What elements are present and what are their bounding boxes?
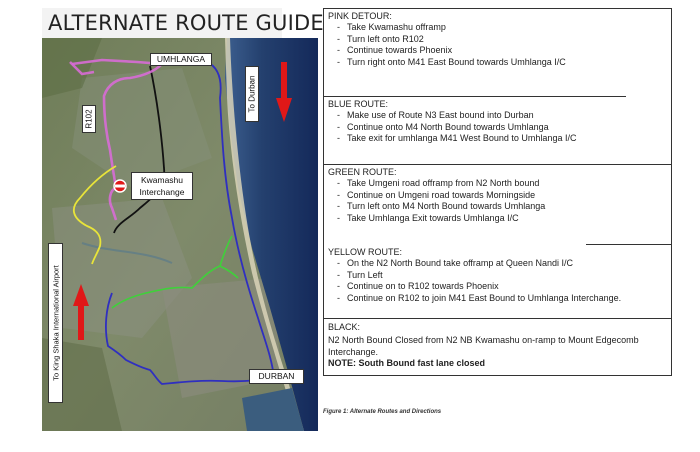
pink-step: - Take Kwamashu offramp [328,22,667,34]
pink-step: - Continue towards Phoenix [328,45,667,57]
black-section [328,322,667,370]
green-step: - Continue on Umgeni road towards Morningside [328,190,667,202]
yellow-step: - Continue on to R102 towards Phoenix [328,281,667,293]
blue-step: - Take exit for umhlanga M41 West Bound to Umhlanga I/C [328,133,667,145]
route-map[interactable] [42,38,318,431]
green-route-section [328,167,667,224]
pink-step: - Turn left onto R102 [328,34,667,46]
black-heading: BLACK: [328,322,361,332]
section-divider [586,244,671,245]
pink-step: - Turn right onto M41 East Bound towards Umhlanga I/C [328,57,667,69]
label-r102: R102 [82,105,96,133]
yellow-step: - Continue on R102 to join M41 East Bound to Umhlanga Interchange. [328,293,667,305]
section-divider [324,96,626,97]
label-to-durban: To Durban [245,66,259,122]
black-text: Interchange. [328,346,379,357]
green-step: - Take Umhlanga Exit towards Umhlanga I/C [328,213,667,225]
blue-step: - Make use of Route N3 East bound into Durban [328,110,667,122]
black-note: NOTE: South Bound fast lane closed [328,358,486,369]
section-divider [324,318,671,319]
blue-route-heading: BLUE ROUTE: [328,99,389,109]
yellow-route-heading: YELLOW ROUTE: [328,247,403,257]
pink-detour-heading: PINK DETOUR: [328,11,392,21]
green-step: - Take Umgeni road offramp from N2 North bound [328,178,667,190]
blue-step: - Continue onto M4 North Bound towards Umhlanga [328,122,667,134]
label-kwamashu-interchange: Kwamashu Interchange [131,172,193,200]
yellow-route-section [328,247,667,304]
green-route-heading: GREEN ROUTE: [328,167,397,177]
green-step: - Turn left onto M4 North Bound towards Umhlanga [328,201,667,213]
label-to-king-shaka-airport: To King Shaka International Airport [48,243,63,403]
pink-detour-section [328,11,667,68]
road-closed-icon [114,180,126,192]
yellow-step: - On the N2 North Bound take offramp at Queen Nandi I/C [328,258,667,270]
figure-caption: Figure 1: Alternate Routes and Directions [323,409,442,415]
label-umhlanga: UMHLANGA [150,53,212,66]
blue-route-section [328,99,667,145]
black-text: N2 North Bound Closed from N2 NB Kwamashu on-ramp to Mount Edgecomb [328,335,639,345]
label-durban: DURBAN [249,369,304,384]
yellow-step: - Turn Left [328,270,667,282]
section-divider [324,164,671,165]
directions-panel [323,8,672,376]
guide-title: ALTERNATE ROUTE GUIDE [42,8,282,38]
